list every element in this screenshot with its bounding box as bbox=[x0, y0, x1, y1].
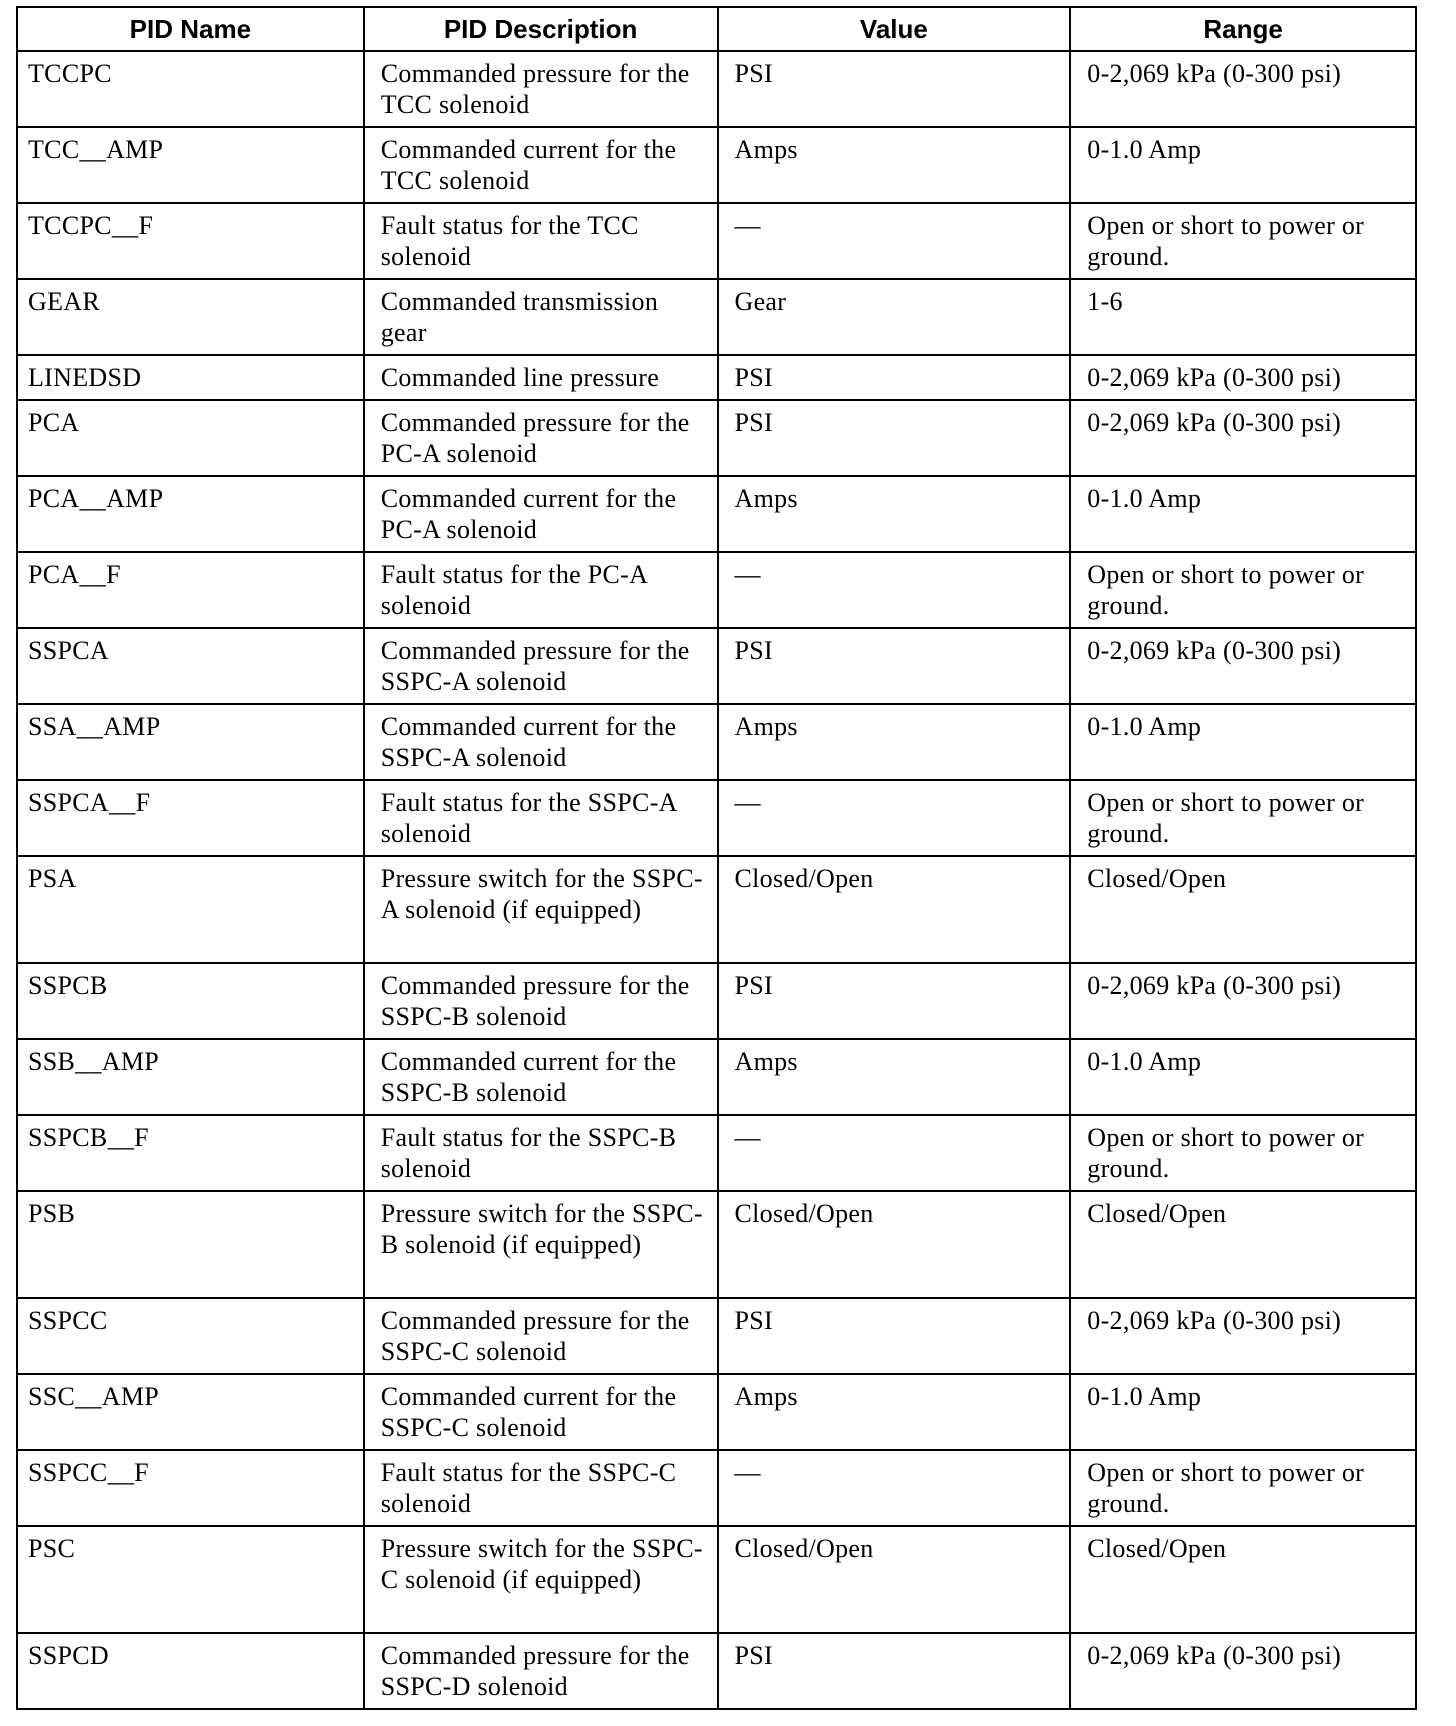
value-cell: PSI bbox=[718, 355, 1071, 400]
range-cell: 0-1.0 Amp bbox=[1070, 1374, 1416, 1450]
range-cell: Closed/Open bbox=[1070, 856, 1416, 963]
range-cell: Open or short to power or ground. bbox=[1070, 780, 1416, 856]
range-cell: 0-2,069 kPa (0-300 psi) bbox=[1070, 963, 1416, 1039]
table-row bbox=[17, 1450, 1416, 1526]
range-cell: 1-6 bbox=[1070, 279, 1416, 355]
pid-name-cell: PCA__F bbox=[17, 552, 364, 628]
table-row bbox=[17, 1526, 1416, 1633]
header-pid-name: PID Name bbox=[17, 7, 364, 51]
table-body bbox=[17, 51, 1416, 1709]
pid-description-cell: Commanded pressure for the SSPC-D solenoid bbox=[364, 1633, 718, 1709]
value-cell: Amps bbox=[718, 1039, 1071, 1115]
table-row bbox=[17, 400, 1416, 476]
range-cell: Open or short to power or ground. bbox=[1070, 552, 1416, 628]
value-cell: Amps bbox=[718, 127, 1071, 203]
table-row bbox=[17, 780, 1416, 856]
value-cell: PSI bbox=[718, 51, 1071, 127]
range-cell: Open or short to power or ground. bbox=[1070, 1450, 1416, 1526]
pid-description-cell: Commanded transmission gear bbox=[364, 279, 718, 355]
pid-name-cell: SSPCB__F bbox=[17, 1115, 364, 1191]
value-cell: PSI bbox=[718, 963, 1071, 1039]
value-cell: Amps bbox=[718, 704, 1071, 780]
pid-name-cell: LINEDSD bbox=[17, 355, 364, 400]
table-row bbox=[17, 856, 1416, 963]
pid-name-cell: SSB__AMP bbox=[17, 1039, 364, 1115]
pid-description-cell: Commanded pressure for the SSPC-C solenoid bbox=[364, 1298, 718, 1374]
value-cell: Amps bbox=[718, 1374, 1071, 1450]
table-row bbox=[17, 1633, 1416, 1709]
pid-name-cell: SSPCA__F bbox=[17, 780, 364, 856]
range-cell: 0-2,069 kPa (0-300 psi) bbox=[1070, 1633, 1416, 1709]
table-row bbox=[17, 1374, 1416, 1450]
table-row bbox=[17, 1298, 1416, 1374]
table-row bbox=[17, 355, 1416, 400]
range-cell: 0-2,069 kPa (0-300 psi) bbox=[1070, 51, 1416, 127]
range-cell: Open or short to power or ground. bbox=[1070, 1115, 1416, 1191]
table-row bbox=[17, 476, 1416, 552]
table-row bbox=[17, 1039, 1416, 1115]
pid-description-cell: Commanded pressure for the SSPC-A solenoid bbox=[364, 628, 718, 704]
range-cell: Closed/Open bbox=[1070, 1191, 1416, 1298]
pid-name-cell: PCA bbox=[17, 400, 364, 476]
pid-name-cell: PCA__AMP bbox=[17, 476, 364, 552]
value-cell: Amps bbox=[718, 476, 1071, 552]
value-cell: Closed/Open bbox=[718, 1191, 1071, 1298]
pid-description-cell: Fault status for the TCC solenoid bbox=[364, 203, 718, 279]
pid-name-cell: TCCPC bbox=[17, 51, 364, 127]
pid-name-cell: SSC__AMP bbox=[17, 1374, 364, 1450]
table-row bbox=[17, 552, 1416, 628]
table-row bbox=[17, 51, 1416, 127]
pid-name-cell: SSPCD bbox=[17, 1633, 364, 1709]
table-row bbox=[17, 203, 1416, 279]
pid-description-cell: Commanded line pressure bbox=[364, 355, 718, 400]
pid-description-cell: Fault status for the PC-A solenoid bbox=[364, 552, 718, 628]
pid-description-cell: Commanded current for the SSPC-B solenoid bbox=[364, 1039, 718, 1115]
pid-description-cell: Fault status for the SSPC-A solenoid bbox=[364, 780, 718, 856]
value-cell: — bbox=[718, 203, 1071, 279]
pid-description-cell: Fault status for the SSPC-C solenoid bbox=[364, 1450, 718, 1526]
range-cell: 0-2,069 kPa (0-300 psi) bbox=[1070, 355, 1416, 400]
table-row bbox=[17, 963, 1416, 1039]
table-row bbox=[17, 704, 1416, 780]
range-cell: 0-1.0 Amp bbox=[1070, 476, 1416, 552]
value-cell: PSI bbox=[718, 1633, 1071, 1709]
header-range: Range bbox=[1070, 7, 1416, 51]
value-cell: — bbox=[718, 1115, 1071, 1191]
pid-name-cell: TCCPC__F bbox=[17, 203, 364, 279]
range-cell: 0-1.0 Amp bbox=[1070, 1039, 1416, 1115]
pid-description-cell: Commanded pressure for the SSPC-B solenoid bbox=[364, 963, 718, 1039]
pid-name-cell: GEAR bbox=[17, 279, 364, 355]
range-cell: 0-2,069 kPa (0-300 psi) bbox=[1070, 400, 1416, 476]
pid-description-cell: Fault status for the SSPC-B solenoid bbox=[364, 1115, 718, 1191]
pid-name-cell: SSPCA bbox=[17, 628, 364, 704]
pid-description-cell: Commanded current for the SSPC-C solenoid bbox=[364, 1374, 718, 1450]
pid-name-cell: SSA__AMP bbox=[17, 704, 364, 780]
table-row bbox=[17, 279, 1416, 355]
value-cell: PSI bbox=[718, 400, 1071, 476]
header-value: Value bbox=[718, 7, 1071, 51]
pid-table bbox=[16, 6, 1417, 1710]
pid-description-cell: Commanded current for the TCC solenoid bbox=[364, 127, 718, 203]
pid-description-cell: Commanded current for the PC-A solenoid bbox=[364, 476, 718, 552]
table-row bbox=[17, 628, 1416, 704]
value-cell: — bbox=[718, 780, 1071, 856]
value-cell: Gear bbox=[718, 279, 1071, 355]
value-cell: PSI bbox=[718, 1298, 1071, 1374]
value-cell: — bbox=[718, 552, 1071, 628]
pid-description-cell: Pressure switch for the SSPC-B solenoid (if equipped) bbox=[364, 1191, 718, 1298]
header-pid-description: PID Description bbox=[364, 7, 718, 51]
range-cell: Closed/Open bbox=[1070, 1526, 1416, 1633]
pid-description-cell: Commanded pressure for the TCC solenoid bbox=[364, 51, 718, 127]
pid-description-cell: Commanded current for the SSPC-A solenoid bbox=[364, 704, 718, 780]
range-cell: 0-1.0 Amp bbox=[1070, 704, 1416, 780]
pid-name-cell: TCC__AMP bbox=[17, 127, 364, 203]
pid-description-cell: Pressure switch for the SSPC-C solenoid (if equipped) bbox=[364, 1526, 718, 1633]
header-row bbox=[17, 7, 1416, 51]
value-cell: Closed/Open bbox=[718, 856, 1071, 963]
range-cell: Open or short to power or ground. bbox=[1070, 203, 1416, 279]
table-row bbox=[17, 1191, 1416, 1298]
range-cell: 0-2,069 kPa (0-300 psi) bbox=[1070, 1298, 1416, 1374]
pid-name-cell: SSPCB bbox=[17, 963, 364, 1039]
range-cell: 0-1.0 Amp bbox=[1070, 127, 1416, 203]
table-row bbox=[17, 1115, 1416, 1191]
value-cell: Closed/Open bbox=[718, 1526, 1071, 1633]
value-cell: PSI bbox=[718, 628, 1071, 704]
range-cell: 0-2,069 kPa (0-300 psi) bbox=[1070, 628, 1416, 704]
pid-name-cell: PSB bbox=[17, 1191, 364, 1298]
table-row bbox=[17, 127, 1416, 203]
value-cell: — bbox=[718, 1450, 1071, 1526]
pid-description-cell: Pressure switch for the SSPC-A solenoid (if equipped) bbox=[364, 856, 718, 963]
pid-name-cell: PSC bbox=[17, 1526, 364, 1633]
pid-name-cell: SSPCC__F bbox=[17, 1450, 364, 1526]
pid-name-cell: PSA bbox=[17, 856, 364, 963]
table-header bbox=[17, 7, 1416, 51]
pid-description-cell: Commanded pressure for the PC-A solenoid bbox=[364, 400, 718, 476]
pid-name-cell: SSPCC bbox=[17, 1298, 364, 1374]
